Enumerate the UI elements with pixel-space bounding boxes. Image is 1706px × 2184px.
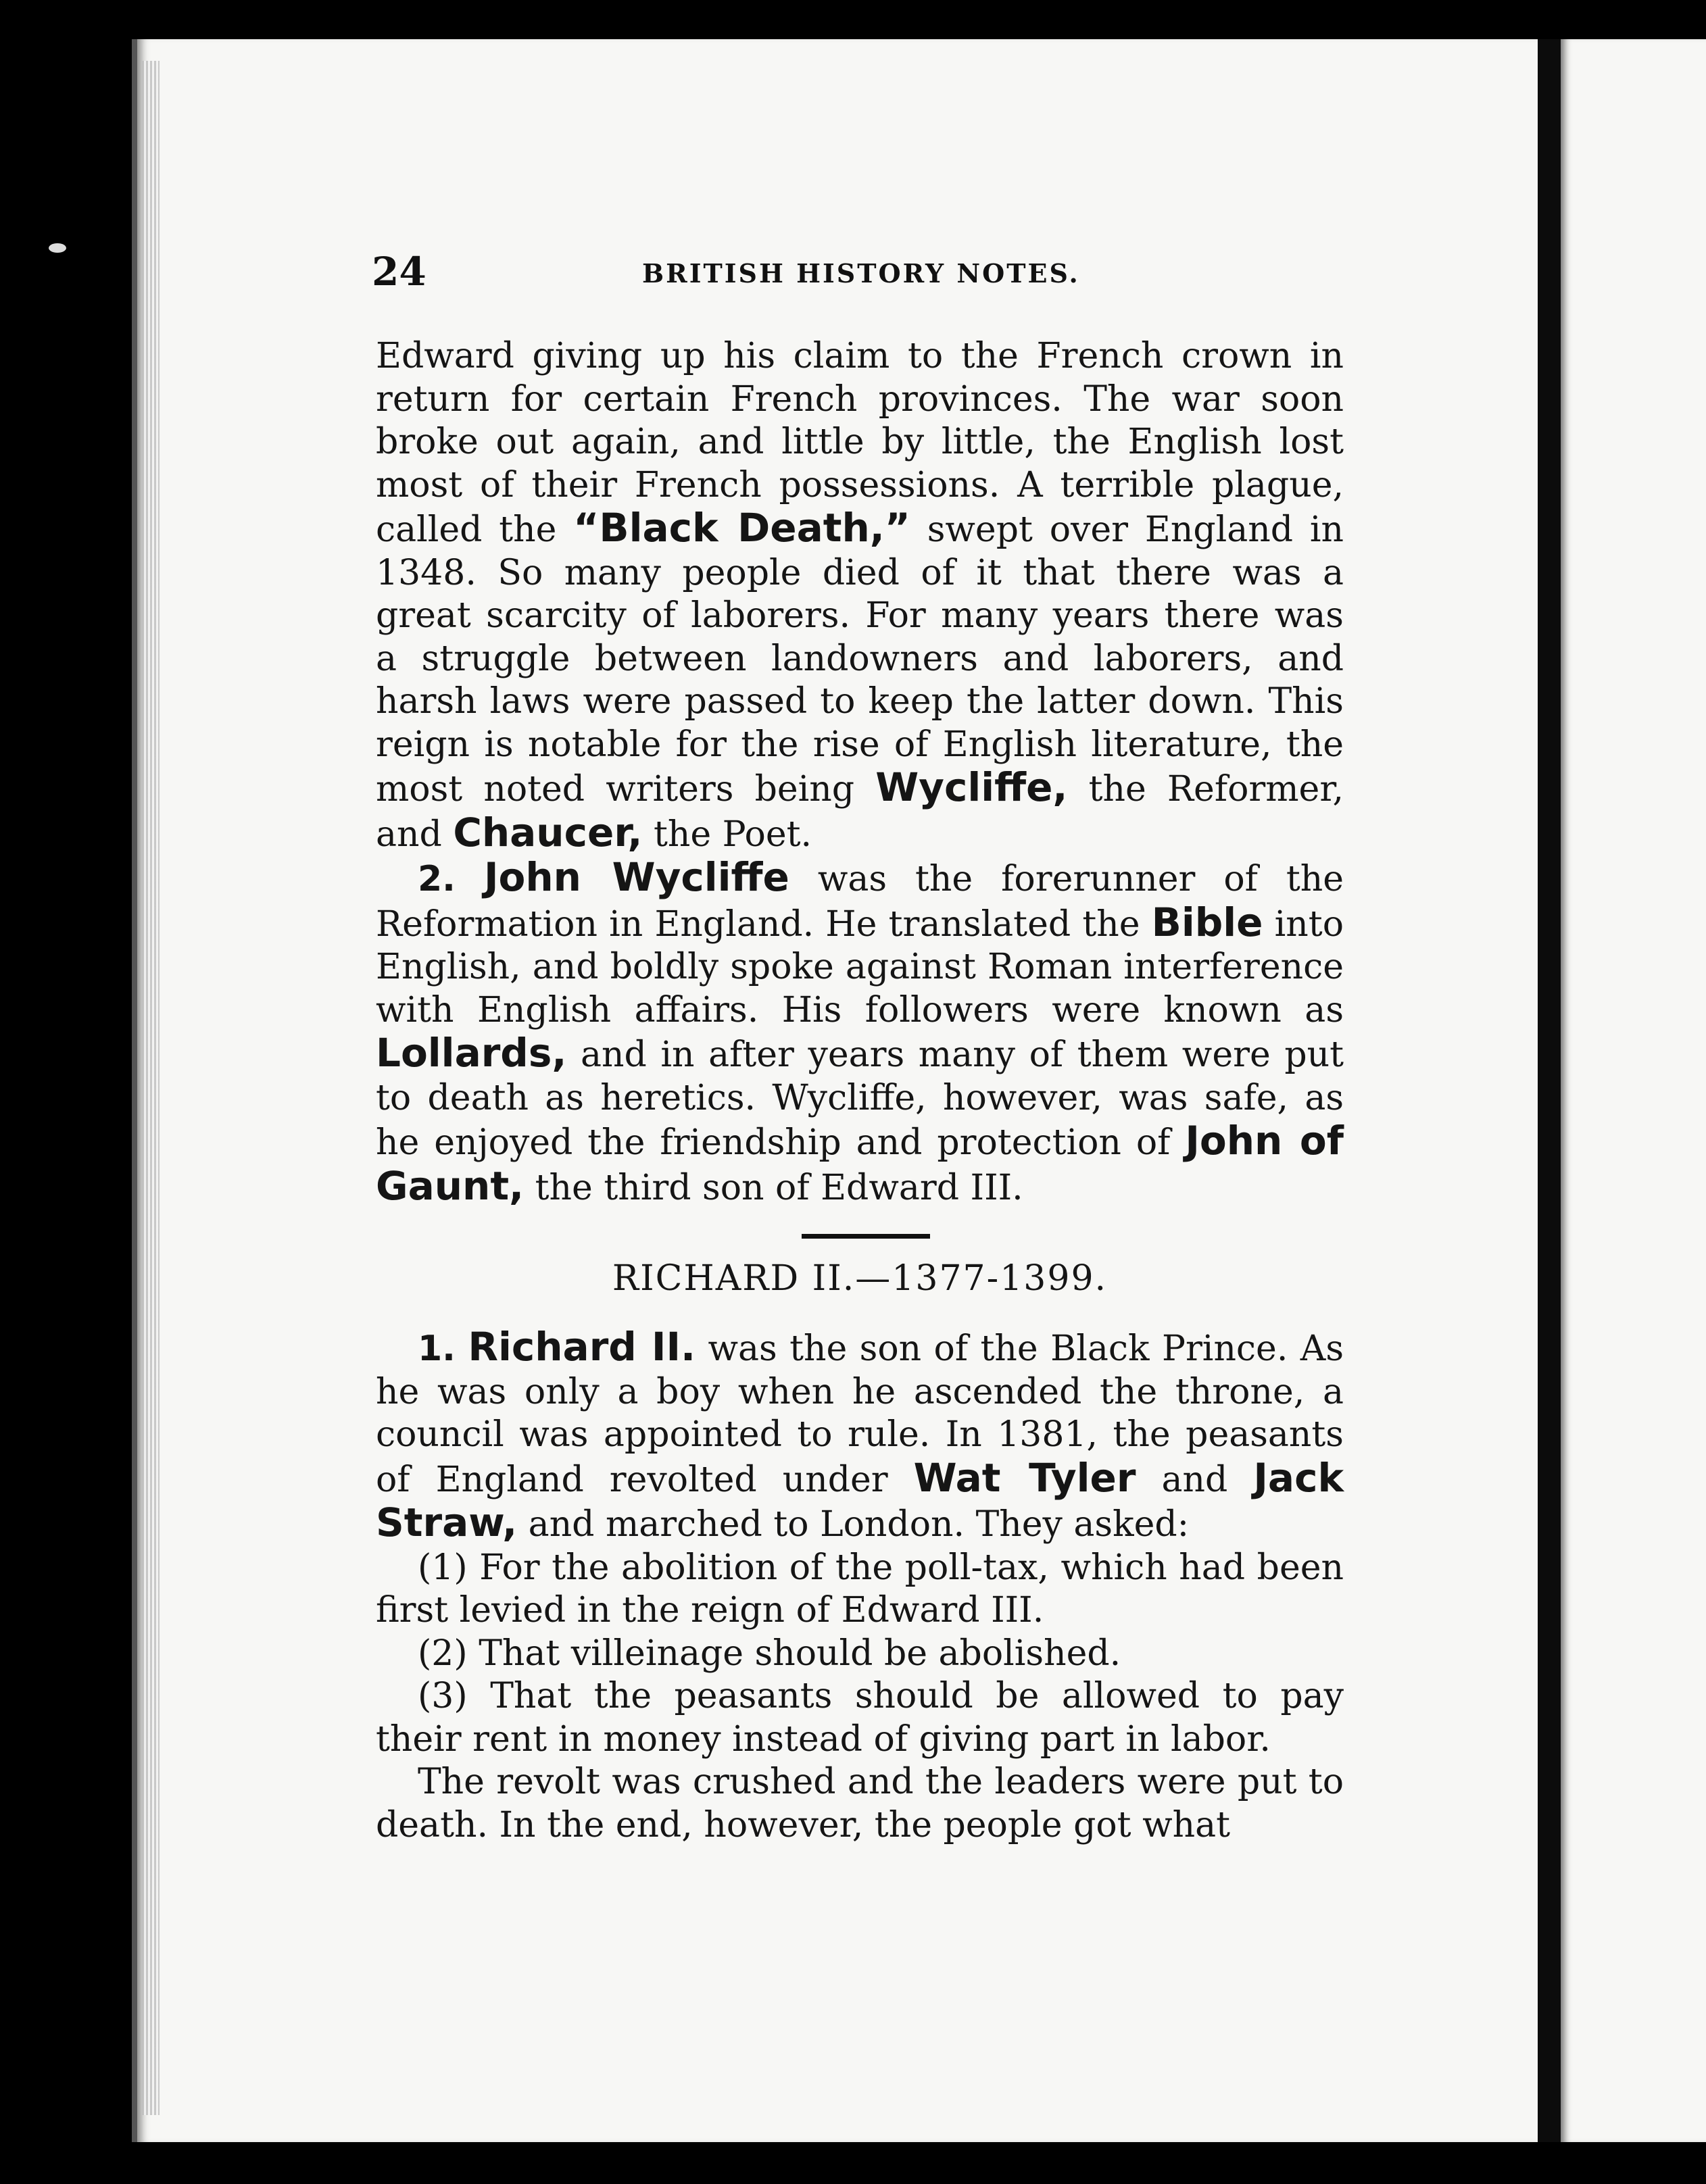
scan-border-bottom: [0, 2142, 1706, 2184]
list-item-2: (2) That villeinage should be abolished.: [418, 1633, 1121, 1674]
section-divider: [802, 1234, 930, 1239]
highlight-wat-tyler: Wat Tyler: [913, 1454, 1136, 1501]
highlight-jack-straw: Jack Straw,: [376, 1454, 1344, 1545]
section-edward-iii-continued: [376, 335, 1344, 1210]
highlight-john-of-gaunt: John of Gaunt,: [376, 1118, 1344, 1209]
list-item-3: (3) That the peasants should be allowed to pay their rent in money instead of giving part in labor.: [376, 1676, 1344, 1760]
highlight-john-wycliffe: John Wycliffe: [483, 854, 789, 900]
highlight-bible: Bible: [1151, 899, 1263, 945]
paragraph-john-wycliffe: 2. John Wycliffe was the forerunner of the Reformation in England. He translated the Bible into English, and boldly spoke against Roman interference with English affairs. His followers were known as Lollards, and in after years many of them were put to death as heretics. Wycliffe, however, was safe, as he enjoyed the friendship and protection of John of Gaunt, the third son of Edward III.: [376, 854, 1344, 1209]
highlight-wycliffe: Wycliffe,: [875, 764, 1068, 810]
page-header: [372, 249, 1345, 303]
section-richard-ii: [376, 1326, 1344, 1847]
reign-heading: RICHARD II.—1377-1399.: [612, 1258, 1108, 1299]
paragraph-number: 2.: [418, 859, 456, 899]
highlight-black-death: “Black Death,”: [573, 505, 910, 551]
book-gutter: [1538, 39, 1561, 2142]
list-item-1: (1) For the abolition of the poll-tax, which had been first levied in the reign of Edward III.: [376, 1547, 1344, 1631]
page-number: 24: [372, 249, 426, 295]
page-edges: [142, 61, 160, 2115]
highlight-lollards: Lollards,: [376, 1030, 567, 1076]
paragraph-richard-ii: 1. Richard II. was the son of the Black Prince. As he was only a boy when he ascended the throne, a council was appointed to rule. In 1381, the peasants of England revolted under Wat Tyler and Jack Straw, and marched to London. They asked:: [376, 1324, 1344, 1545]
facing-page-edge: [1561, 39, 1706, 2142]
highlight-chaucer: Chaucer,: [453, 809, 643, 855]
paragraph-black-death: Edward giving up his claim to the French crown in return for certain French provinces. The war soon broke out again, and little by little, the English lost most of their French possessions. A terrible plague, called the “Black Death,” swept over England in 1348. So many people died of it that there was a great scarcity of laborers. For many years there was a struggle between landowners and laborers, and harsh laws were passed to keep the latter down. This reign is notable for the rise of English literature, the most noted writers being Wycliffe, the Reformer, and Chaucer, the Poet.: [376, 336, 1344, 855]
paragraph-revolt-crushed: The revolt was crushed and the leaders were put to death. In the end, however, the people got what: [376, 1762, 1344, 1845]
scan-border-left: [0, 0, 142, 2184]
running-head: BRITISH HISTORY NOTES.: [642, 258, 1080, 289]
scan-speck: [49, 243, 66, 253]
highlight-richard-ii: Richard II.: [468, 1324, 696, 1370]
paragraph-number: 1.: [418, 1329, 456, 1369]
